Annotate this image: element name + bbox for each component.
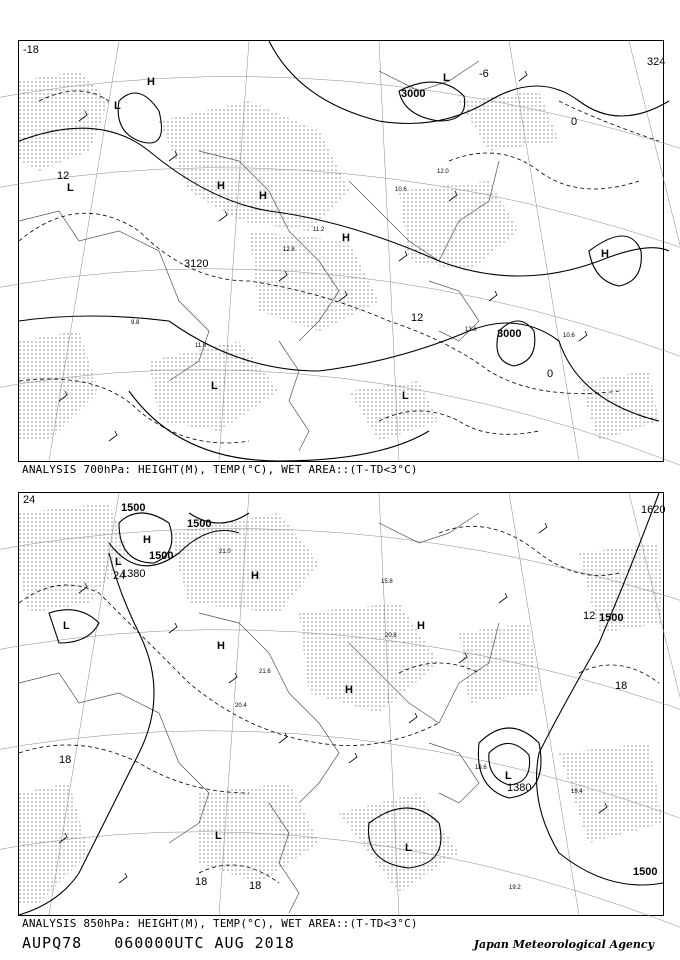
svg-text:H: H xyxy=(345,684,353,696)
map-panel-700hpa xyxy=(18,40,664,462)
svg-text:21.6: 21.6 xyxy=(259,669,271,675)
svg-text:H: H xyxy=(217,180,225,192)
svg-text:20.8: 20.8 xyxy=(385,633,397,639)
svg-text:1500: 1500 xyxy=(187,518,212,530)
svg-text:11.2: 11.2 xyxy=(313,227,325,233)
svg-text:3000: 3000 xyxy=(401,88,426,100)
svg-text:0: 0 xyxy=(547,368,554,380)
svg-text:1380: 1380 xyxy=(121,568,146,580)
svg-text:L: L xyxy=(405,842,412,854)
svg-text:1500: 1500 xyxy=(149,550,174,562)
svg-text:18.6: 18.6 xyxy=(475,765,487,771)
svg-text:12: 12 xyxy=(583,610,596,622)
svg-text:L: L xyxy=(114,100,121,112)
svg-text:H: H xyxy=(217,640,225,652)
svg-text:1500: 1500 xyxy=(599,612,624,624)
agency-name: Japan Meteorological Agency xyxy=(473,938,654,951)
svg-text:L: L xyxy=(215,830,222,842)
map-panel-850hpa xyxy=(18,492,664,916)
svg-text:L: L xyxy=(211,380,218,392)
svg-text:13.6: 13.6 xyxy=(465,327,477,333)
svg-text:-6: -6 xyxy=(479,68,489,80)
svg-text:-18: -18 xyxy=(23,44,39,56)
svg-text:0: 0 xyxy=(571,116,578,128)
svg-text:12.8: 12.8 xyxy=(283,247,295,253)
caption-700hpa: ANALYSIS 700hPa: HEIGHT(M), TEMP(°C), WET AREA::(T-TD<3°C) xyxy=(22,463,418,476)
svg-text:18: 18 xyxy=(195,876,208,888)
svg-text:11.0: 11.0 xyxy=(195,343,207,349)
chart-identifier xyxy=(22,934,317,952)
map-850hpa-svg xyxy=(19,493,666,915)
svg-text:L: L xyxy=(505,770,512,782)
svg-text:21.0: 21.0 xyxy=(219,549,231,555)
svg-text:3000: 3000 xyxy=(497,328,522,340)
svg-text:12: 12 xyxy=(57,170,70,182)
svg-text:1500: 1500 xyxy=(121,502,146,514)
svg-text:18: 18 xyxy=(249,880,262,892)
svg-text:18: 18 xyxy=(615,680,628,692)
svg-text:12: 12 xyxy=(411,312,424,324)
svg-text:L: L xyxy=(402,390,409,402)
svg-text:H: H xyxy=(601,248,609,260)
svg-text:9.8: 9.8 xyxy=(131,320,140,326)
chart-time: 060000UTC AUG 2018 xyxy=(114,934,295,952)
svg-text:L: L xyxy=(67,182,74,194)
svg-text:19.4: 19.4 xyxy=(571,789,583,795)
svg-text:H: H xyxy=(417,620,425,632)
svg-text:H: H xyxy=(147,76,155,88)
svg-text:19.2: 19.2 xyxy=(509,885,521,891)
svg-text:L: L xyxy=(443,72,450,84)
svg-text:24: 24 xyxy=(23,494,36,506)
svg-text:H: H xyxy=(342,232,350,244)
map-700hpa-svg xyxy=(19,41,666,461)
svg-text:12.0: 12.0 xyxy=(437,169,449,175)
svg-text:H: H xyxy=(251,570,259,582)
svg-text:18: 18 xyxy=(59,754,72,766)
svg-text:L: L xyxy=(115,556,122,568)
svg-text:H: H xyxy=(143,534,151,546)
svg-text:324: 324 xyxy=(647,56,666,68)
svg-text:3120: 3120 xyxy=(184,258,209,270)
chart-code: AUPQ78 xyxy=(22,934,83,952)
svg-text:10.6: 10.6 xyxy=(563,333,575,339)
svg-text:20.4: 20.4 xyxy=(235,703,247,709)
svg-text:15.8: 15.8 xyxy=(381,579,393,585)
wet-area-700 xyxy=(19,71,659,441)
svg-text:24: 24 xyxy=(113,570,126,582)
svg-text:1620: 1620 xyxy=(641,504,666,516)
svg-text:L: L xyxy=(63,620,70,632)
svg-text:1500: 1500 xyxy=(633,866,658,878)
caption-850hpa: ANALYSIS 850hPa: HEIGHT(M), TEMP(°C), WET AREA::(T-TD<3°C) xyxy=(22,917,418,930)
svg-text:H: H xyxy=(259,190,267,202)
svg-text:1380: 1380 xyxy=(507,782,532,794)
svg-text:10.6: 10.6 xyxy=(395,187,407,193)
